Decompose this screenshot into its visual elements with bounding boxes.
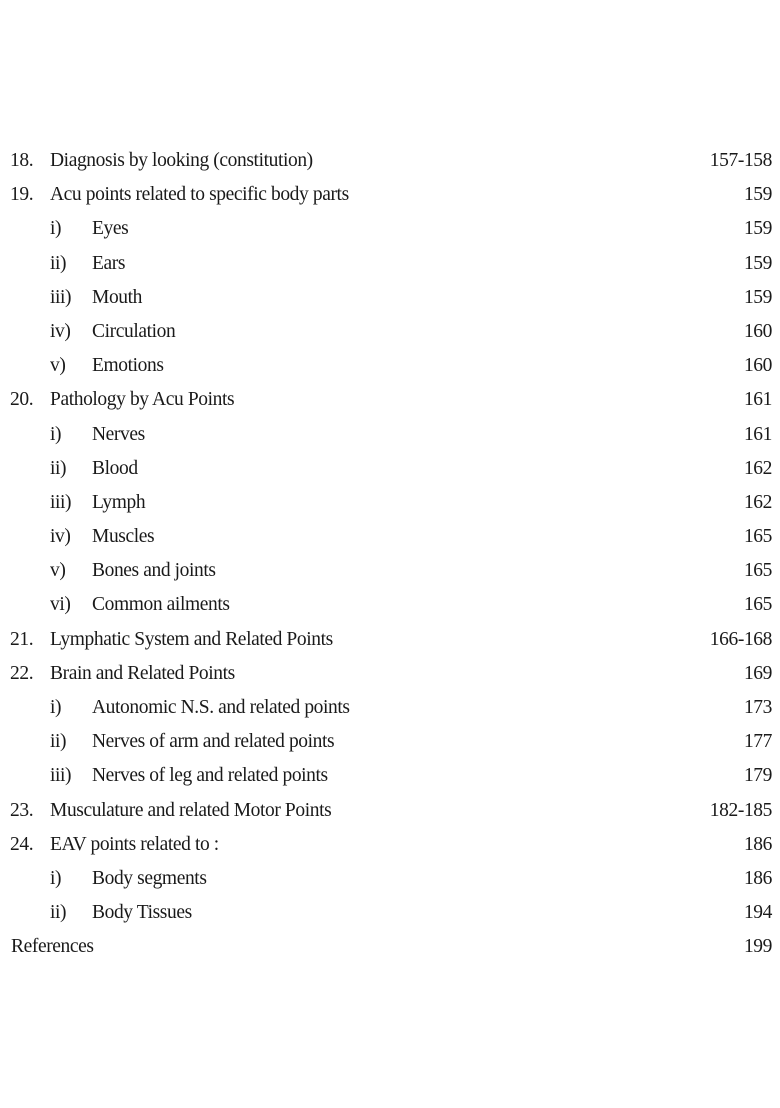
toc-entry-19 (0, 180, 780, 214)
subentry-numeral: iii) (50, 765, 72, 787)
entry-number: 20. (10, 389, 34, 411)
subentry-page: 165 (743, 594, 772, 616)
entry-page: 157-158 (709, 150, 772, 171)
toc-subentry-24-i (0, 864, 780, 898)
subentry-title: Autonomic N.S. and related points (92, 697, 350, 718)
subentry-page: 160 (743, 355, 772, 377)
entry-title: Pathology by Acu Points (50, 389, 235, 411)
toc-entry-21 (0, 625, 780, 659)
subentry-title: Body Tissues (92, 902, 192, 924)
subentry-page: 159 (743, 252, 772, 274)
entry-number: 18. (10, 150, 34, 171)
subentry-numeral: ii) (50, 252, 67, 274)
subentry-numeral: ii) (50, 902, 67, 924)
entry-title: Acu points related to specific body parts (50, 184, 349, 206)
subentry-page: 162 (743, 491, 772, 513)
subentry-title: Eyes (92, 218, 129, 240)
entry-page: 161 (743, 389, 772, 411)
subentry-title: Circulation (92, 320, 176, 342)
entry-number: 21. (10, 628, 34, 650)
table-of-contents (0, 146, 780, 967)
subentry-title: Nerves of arm and related points (92, 731, 335, 753)
subentry-numeral: iv) (50, 320, 71, 342)
subentry-title: Bones and joints (92, 560, 216, 582)
subentry-numeral: vi) (50, 594, 71, 616)
subentry-title: Body segments (92, 867, 207, 889)
toc-subentry-22-iii (0, 761, 780, 795)
subentry-numeral: ii) (50, 731, 67, 753)
entry-page: 169 (743, 662, 772, 684)
entry-page: 186 (743, 833, 772, 855)
toc-subentry-20-ii (0, 454, 780, 488)
subentry-page: 165 (743, 526, 772, 548)
subentry-page: 173 (743, 697, 772, 718)
subentry-page: 194 (743, 902, 772, 924)
subentry-numeral: v) (50, 355, 66, 377)
subentry-title: Blood (92, 457, 138, 479)
subentry-numeral: i) (50, 867, 62, 889)
toc-entry-20 (0, 385, 780, 419)
toc-subentry-20-iii (0, 488, 780, 522)
entry-number: 22. (10, 662, 34, 684)
subentry-page: 179 (743, 765, 772, 787)
subentry-title: Nerves of leg and related points (92, 765, 328, 787)
subentry-numeral: i) (50, 423, 62, 445)
toc-subentry-24-ii (0, 898, 780, 932)
subentry-title: Common ailments (92, 594, 230, 616)
entry-title: Lymphatic System and Related Points (50, 628, 333, 650)
subentry-title: Emotions (92, 355, 164, 377)
entry-number: 19. (10, 184, 34, 206)
subentry-page: 159 (743, 218, 772, 240)
toc-subentry-20-i (0, 420, 780, 454)
subentry-numeral: v) (50, 560, 66, 582)
toc-subentry-19-iv (0, 317, 780, 351)
subentry-title: Mouth (92, 286, 143, 308)
toc-entry-18 (0, 146, 780, 180)
subentry-title: Nerves (92, 423, 145, 445)
entry-title: Diagnosis by looking (constitution) (50, 150, 313, 171)
entry-title: EAV points related to : (50, 833, 219, 855)
subentry-numeral: i) (50, 697, 62, 718)
toc-subentry-20-iv (0, 522, 780, 556)
toc-subentry-20-v (0, 556, 780, 590)
entry-page: 199 (743, 936, 772, 958)
entry-number: 24. (10, 833, 34, 855)
entry-title: Brain and Related Points (50, 662, 235, 684)
toc-subentry-19-ii (0, 249, 780, 283)
subentry-numeral: iii) (50, 491, 72, 513)
entry-page: 166-168 (709, 628, 772, 650)
subentry-page: 161 (743, 423, 772, 445)
toc-subentry-20-vi (0, 590, 780, 624)
subentry-page: 165 (743, 560, 772, 582)
toc-entry-22 (0, 659, 780, 693)
toc-subentry-19-i (0, 214, 780, 248)
subentry-numeral: i) (50, 218, 62, 240)
entry-page: 159 (743, 184, 772, 206)
subentry-page: 162 (743, 457, 772, 479)
subentry-numeral: ii) (50, 457, 67, 479)
subentry-page: 186 (743, 867, 772, 889)
toc-subentry-22-i (0, 693, 780, 727)
subentry-page: 159 (743, 286, 772, 308)
toc-entry-references (0, 932, 780, 966)
subentry-numeral: iv) (50, 526, 71, 548)
toc-subentry-19-v (0, 351, 780, 385)
entry-title: Musculature and related Motor Points (50, 799, 332, 821)
entry-title: References (11, 936, 94, 958)
entry-page: 182-185 (709, 799, 772, 821)
toc-subentry-19-iii (0, 283, 780, 317)
toc-subentry-22-ii (0, 727, 780, 761)
subentry-numeral: iii) (50, 286, 72, 308)
subentry-page: 177 (743, 731, 772, 753)
subentry-title: Muscles (92, 526, 155, 548)
entry-number: 23. (10, 799, 34, 821)
toc-entry-23 (0, 796, 780, 830)
subentry-title: Ears (92, 252, 126, 274)
toc-entry-24 (0, 830, 780, 864)
subentry-page: 160 (743, 320, 772, 342)
subentry-title: Lymph (92, 491, 146, 513)
